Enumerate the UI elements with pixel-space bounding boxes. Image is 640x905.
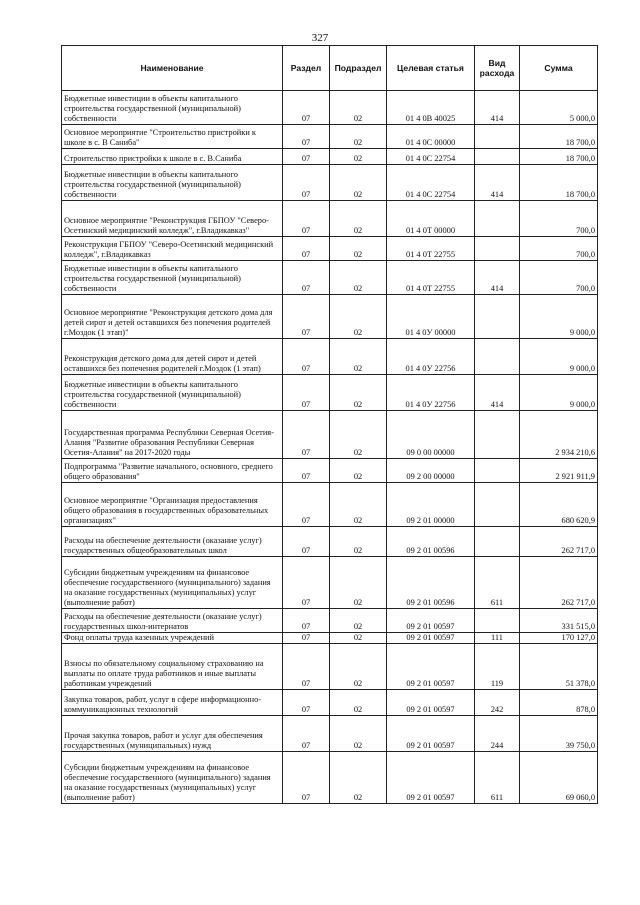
cell-sum: 18 700,0 bbox=[520, 165, 598, 201]
cell-name: Субсидии бюджетным учреждениям на финансовое обеспечение государственного (муниципального) задания на оказание государственных (муниципальных) услуг (выполнение работ) bbox=[62, 752, 283, 804]
cell-sum: 9 000,0 bbox=[520, 339, 598, 375]
cell-name: Закупка товаров, работ, услуг в сфере информационно-коммуникационных технологий bbox=[62, 690, 283, 716]
cell-target-code: 01 4 0У 22756 bbox=[387, 375, 475, 411]
cell-target-code: 01 4 0У 22756 bbox=[387, 339, 475, 375]
cell-target-code: 09 2 01 00597 bbox=[387, 716, 475, 752]
cell-target-code: 09 2 01 00597 bbox=[387, 690, 475, 716]
cell-name: Бюджетные инвестиции в объекты капитального строительства государственной (муниципальной) собственности bbox=[62, 261, 283, 295]
cell-target-code: 09 2 01 00596 bbox=[387, 557, 475, 609]
cell-sum: 700,0 bbox=[520, 261, 598, 295]
table-row bbox=[62, 149, 598, 165]
cell-target-code: 01 4 0В 40025 bbox=[387, 91, 475, 125]
cell-subsection: 02 bbox=[330, 411, 387, 459]
cell-name: Основное мероприятие "Реконструкция ГБПОУ "Северо-Осетинский медицинский колледж", г.Владикавказ" bbox=[62, 201, 283, 237]
table-row bbox=[62, 339, 598, 375]
table-row bbox=[62, 125, 598, 149]
cell-target-code: 09 2 01 00000 bbox=[387, 483, 475, 527]
cell-expense-type: 119 bbox=[475, 644, 520, 690]
cell-section: 07 bbox=[283, 411, 330, 459]
cell-target-code: 09 2 00 00000 bbox=[387, 459, 475, 483]
cell-target-code: 01 4 0Т 22755 bbox=[387, 261, 475, 295]
cell-section: 07 bbox=[283, 375, 330, 411]
cell-name: Фонд оплаты труда казенных учреждений bbox=[62, 633, 283, 644]
cell-name: Основное мероприятие "Строительство пристройки к школе в с. В Саниба" bbox=[62, 125, 283, 149]
cell-section: 07 bbox=[283, 557, 330, 609]
cell-name: Строительство пристройки к школе в с. В.Саниба bbox=[62, 149, 283, 165]
cell-sum: 700,0 bbox=[520, 201, 598, 237]
cell-subsection: 02 bbox=[330, 633, 387, 644]
header-target: Целевая статья bbox=[387, 46, 475, 91]
cell-section: 07 bbox=[283, 339, 330, 375]
header-name: Наименование bbox=[62, 46, 283, 91]
cell-target-code: 09 2 01 00597 bbox=[387, 633, 475, 644]
cell-sum: 69 060,0 bbox=[520, 752, 598, 804]
cell-sum: 9 000,0 bbox=[520, 375, 598, 411]
cell-name: Прочая закупка товаров, работ и услуг для обеспечения государственных (муниципальных) нужд bbox=[62, 716, 283, 752]
cell-section: 07 bbox=[283, 644, 330, 690]
cell-section: 07 bbox=[283, 527, 330, 557]
cell-subsection: 02 bbox=[330, 261, 387, 295]
table-row bbox=[62, 411, 598, 459]
cell-subsection: 02 bbox=[330, 165, 387, 201]
cell-subsection: 02 bbox=[330, 557, 387, 609]
cell-expense-type bbox=[475, 459, 520, 483]
cell-name: Бюджетные инвестиции в объекты капитального строительства государственной (муниципальной) собственности bbox=[62, 165, 283, 201]
cell-name: Реконструкция детского дома для детей сирот и детей оставшихся без попечения родителей г.Моздок (1 этап) bbox=[62, 339, 283, 375]
cell-name: Подпрограмма "Развитие начального, основного, среднего общего образования" bbox=[62, 459, 283, 483]
cell-name: Расходы на обеспечение деятельности (оказание услуг) государственных общеобразовательных школ bbox=[62, 527, 283, 557]
table-row bbox=[62, 237, 598, 261]
page-number: 327 bbox=[311, 32, 329, 44]
cell-name: Бюджетные инвестиции в объекты капитального строительства государственной (муниципальной) собственности bbox=[62, 91, 283, 125]
cell-section: 07 bbox=[283, 483, 330, 527]
cell-target-code: 01 4 0С 22754 bbox=[387, 149, 475, 165]
cell-expense-type bbox=[475, 201, 520, 237]
table-row bbox=[62, 609, 598, 633]
budget-table bbox=[61, 45, 598, 804]
cell-section: 07 bbox=[283, 237, 330, 261]
cell-expense-type: 244 bbox=[475, 716, 520, 752]
table-row bbox=[62, 483, 598, 527]
cell-sum: 18 700,0 bbox=[520, 125, 598, 149]
cell-expense-type: 611 bbox=[475, 557, 520, 609]
cell-name: Субсидии бюджетным учреждениям на финансовое обеспечение государственного (муниципального) задания на оказание государственных (муниципальных) услуг (выполнение работ) bbox=[62, 557, 283, 609]
cell-target-code: 09 2 01 00597 bbox=[387, 644, 475, 690]
table-row bbox=[62, 261, 598, 295]
cell-name: Расходы на обеспечение деятельности (оказание услуг) государственных школ-интернатов bbox=[62, 609, 283, 633]
cell-sum: 700,0 bbox=[520, 237, 598, 261]
cell-sum: 5 000,0 bbox=[520, 91, 598, 125]
cell-subsection: 02 bbox=[330, 716, 387, 752]
cell-subsection: 02 bbox=[330, 125, 387, 149]
cell-expense-type: 414 bbox=[475, 165, 520, 201]
table-row bbox=[62, 633, 598, 644]
cell-expense-type bbox=[475, 483, 520, 527]
cell-subsection: 02 bbox=[330, 609, 387, 633]
cell-subsection: 02 bbox=[330, 149, 387, 165]
cell-expense-type bbox=[475, 339, 520, 375]
cell-section: 07 bbox=[283, 201, 330, 237]
cell-subsection: 02 bbox=[330, 91, 387, 125]
cell-sum: 9 000,0 bbox=[520, 295, 598, 339]
cell-name: Государственная программа Республики Северная Осетия-Алания "Развитие образования Республики Северная Осетия-Алания" на 2017-2020 годы bbox=[62, 411, 283, 459]
cell-sum: 18 700,0 bbox=[520, 149, 598, 165]
cell-subsection: 02 bbox=[330, 295, 387, 339]
cell-expense-type bbox=[475, 295, 520, 339]
cell-expense-type: 242 bbox=[475, 690, 520, 716]
header-subsection: Подраздел bbox=[330, 46, 387, 91]
table-row bbox=[62, 557, 598, 609]
cell-subsection: 02 bbox=[330, 690, 387, 716]
cell-name: Бюджетные инвестиции в объекты капитального строительства государственной (муниципальной) собственности bbox=[62, 375, 283, 411]
cell-sum: 680 620,9 bbox=[520, 483, 598, 527]
header-section: Раздел bbox=[283, 46, 330, 91]
table-row bbox=[62, 91, 598, 125]
cell-sum: 331 515,0 bbox=[520, 609, 598, 633]
cell-section: 07 bbox=[283, 459, 330, 483]
cell-expense-type: 611 bbox=[475, 752, 520, 804]
cell-expense-type bbox=[475, 609, 520, 633]
cell-section: 07 bbox=[283, 752, 330, 804]
cell-sum: 878,0 bbox=[520, 690, 598, 716]
cell-target-code: 01 4 0Т 00000 bbox=[387, 201, 475, 237]
cell-expense-type bbox=[475, 149, 520, 165]
cell-expense-type bbox=[475, 411, 520, 459]
cell-sum: 170 127,0 bbox=[520, 633, 598, 644]
cell-subsection: 02 bbox=[330, 752, 387, 804]
cell-subsection: 02 bbox=[330, 459, 387, 483]
header-type: Вид расхода bbox=[475, 46, 520, 91]
cell-target-code: 01 4 0У 00000 bbox=[387, 295, 475, 339]
table-row bbox=[62, 716, 598, 752]
cell-subsection: 02 bbox=[330, 644, 387, 690]
cell-section: 07 bbox=[283, 261, 330, 295]
table-row bbox=[62, 459, 598, 483]
cell-sum: 262 717,0 bbox=[520, 527, 598, 557]
cell-target-code: 01 4 0С 22754 bbox=[387, 165, 475, 201]
cell-section: 07 bbox=[283, 125, 330, 149]
cell-subsection: 02 bbox=[330, 527, 387, 557]
cell-expense-type bbox=[475, 125, 520, 149]
cell-name: Реконструкция ГБПОУ "Северо-Осетинский медицинский колледж", г.Владикавказ bbox=[62, 237, 283, 261]
cell-section: 07 bbox=[283, 165, 330, 201]
cell-section: 07 bbox=[283, 690, 330, 716]
table-row bbox=[62, 644, 598, 690]
cell-target-code: 09 2 01 00596 bbox=[387, 527, 475, 557]
cell-name: Основное мероприятие "Реконструкция детского дома для детей сирот и детей оставшихся без попечения родителей г.Моздок (1 этап)" bbox=[62, 295, 283, 339]
cell-section: 07 bbox=[283, 633, 330, 644]
cell-sum: 51 378,0 bbox=[520, 644, 598, 690]
cell-target-code: 01 4 0С 00000 bbox=[387, 125, 475, 149]
cell-sum: 2 934 210,6 bbox=[520, 411, 598, 459]
cell-target-code: 09 2 01 00597 bbox=[387, 752, 475, 804]
table-row bbox=[62, 375, 598, 411]
table-row bbox=[62, 752, 598, 804]
table-body bbox=[62, 91, 598, 804]
cell-subsection: 02 bbox=[330, 375, 387, 411]
cell-section: 07 bbox=[283, 716, 330, 752]
cell-subsection: 02 bbox=[330, 201, 387, 237]
cell-section: 07 bbox=[283, 91, 330, 125]
table-row bbox=[62, 295, 598, 339]
cell-name: Взносы по обязательному социальному страхованию на выплаты по оплате труда работников и иные выплаты работникам учреждений bbox=[62, 644, 283, 690]
cell-expense-type: 414 bbox=[475, 375, 520, 411]
cell-expense-type: 414 bbox=[475, 91, 520, 125]
cell-target-code: 09 2 01 00597 bbox=[387, 609, 475, 633]
cell-section: 07 bbox=[283, 295, 330, 339]
cell-section: 07 bbox=[283, 609, 330, 633]
cell-sum: 39 750,0 bbox=[520, 716, 598, 752]
cell-expense-type: 414 bbox=[475, 261, 520, 295]
cell-subsection: 02 bbox=[330, 483, 387, 527]
cell-section: 07 bbox=[283, 149, 330, 165]
table-row bbox=[62, 527, 598, 557]
table-header-row bbox=[62, 46, 598, 91]
table-row bbox=[62, 690, 598, 716]
table-row bbox=[62, 165, 598, 201]
cell-subsection: 02 bbox=[330, 339, 387, 375]
cell-expense-type: 111 bbox=[475, 633, 520, 644]
cell-subsection: 02 bbox=[330, 237, 387, 261]
cell-expense-type bbox=[475, 527, 520, 557]
cell-sum: 262 717,0 bbox=[520, 557, 598, 609]
header-sum: Сумма bbox=[520, 46, 598, 91]
cell-sum: 2 921 911,9 bbox=[520, 459, 598, 483]
cell-target-code: 09 0 00 00000 bbox=[387, 411, 475, 459]
cell-name: Основное мероприятие "Организация предоставления общего образования в государственных образовательных организациях" bbox=[62, 483, 283, 527]
cell-target-code: 01 4 0Т 22755 bbox=[387, 237, 475, 261]
cell-expense-type bbox=[475, 237, 520, 261]
table-row bbox=[62, 201, 598, 237]
